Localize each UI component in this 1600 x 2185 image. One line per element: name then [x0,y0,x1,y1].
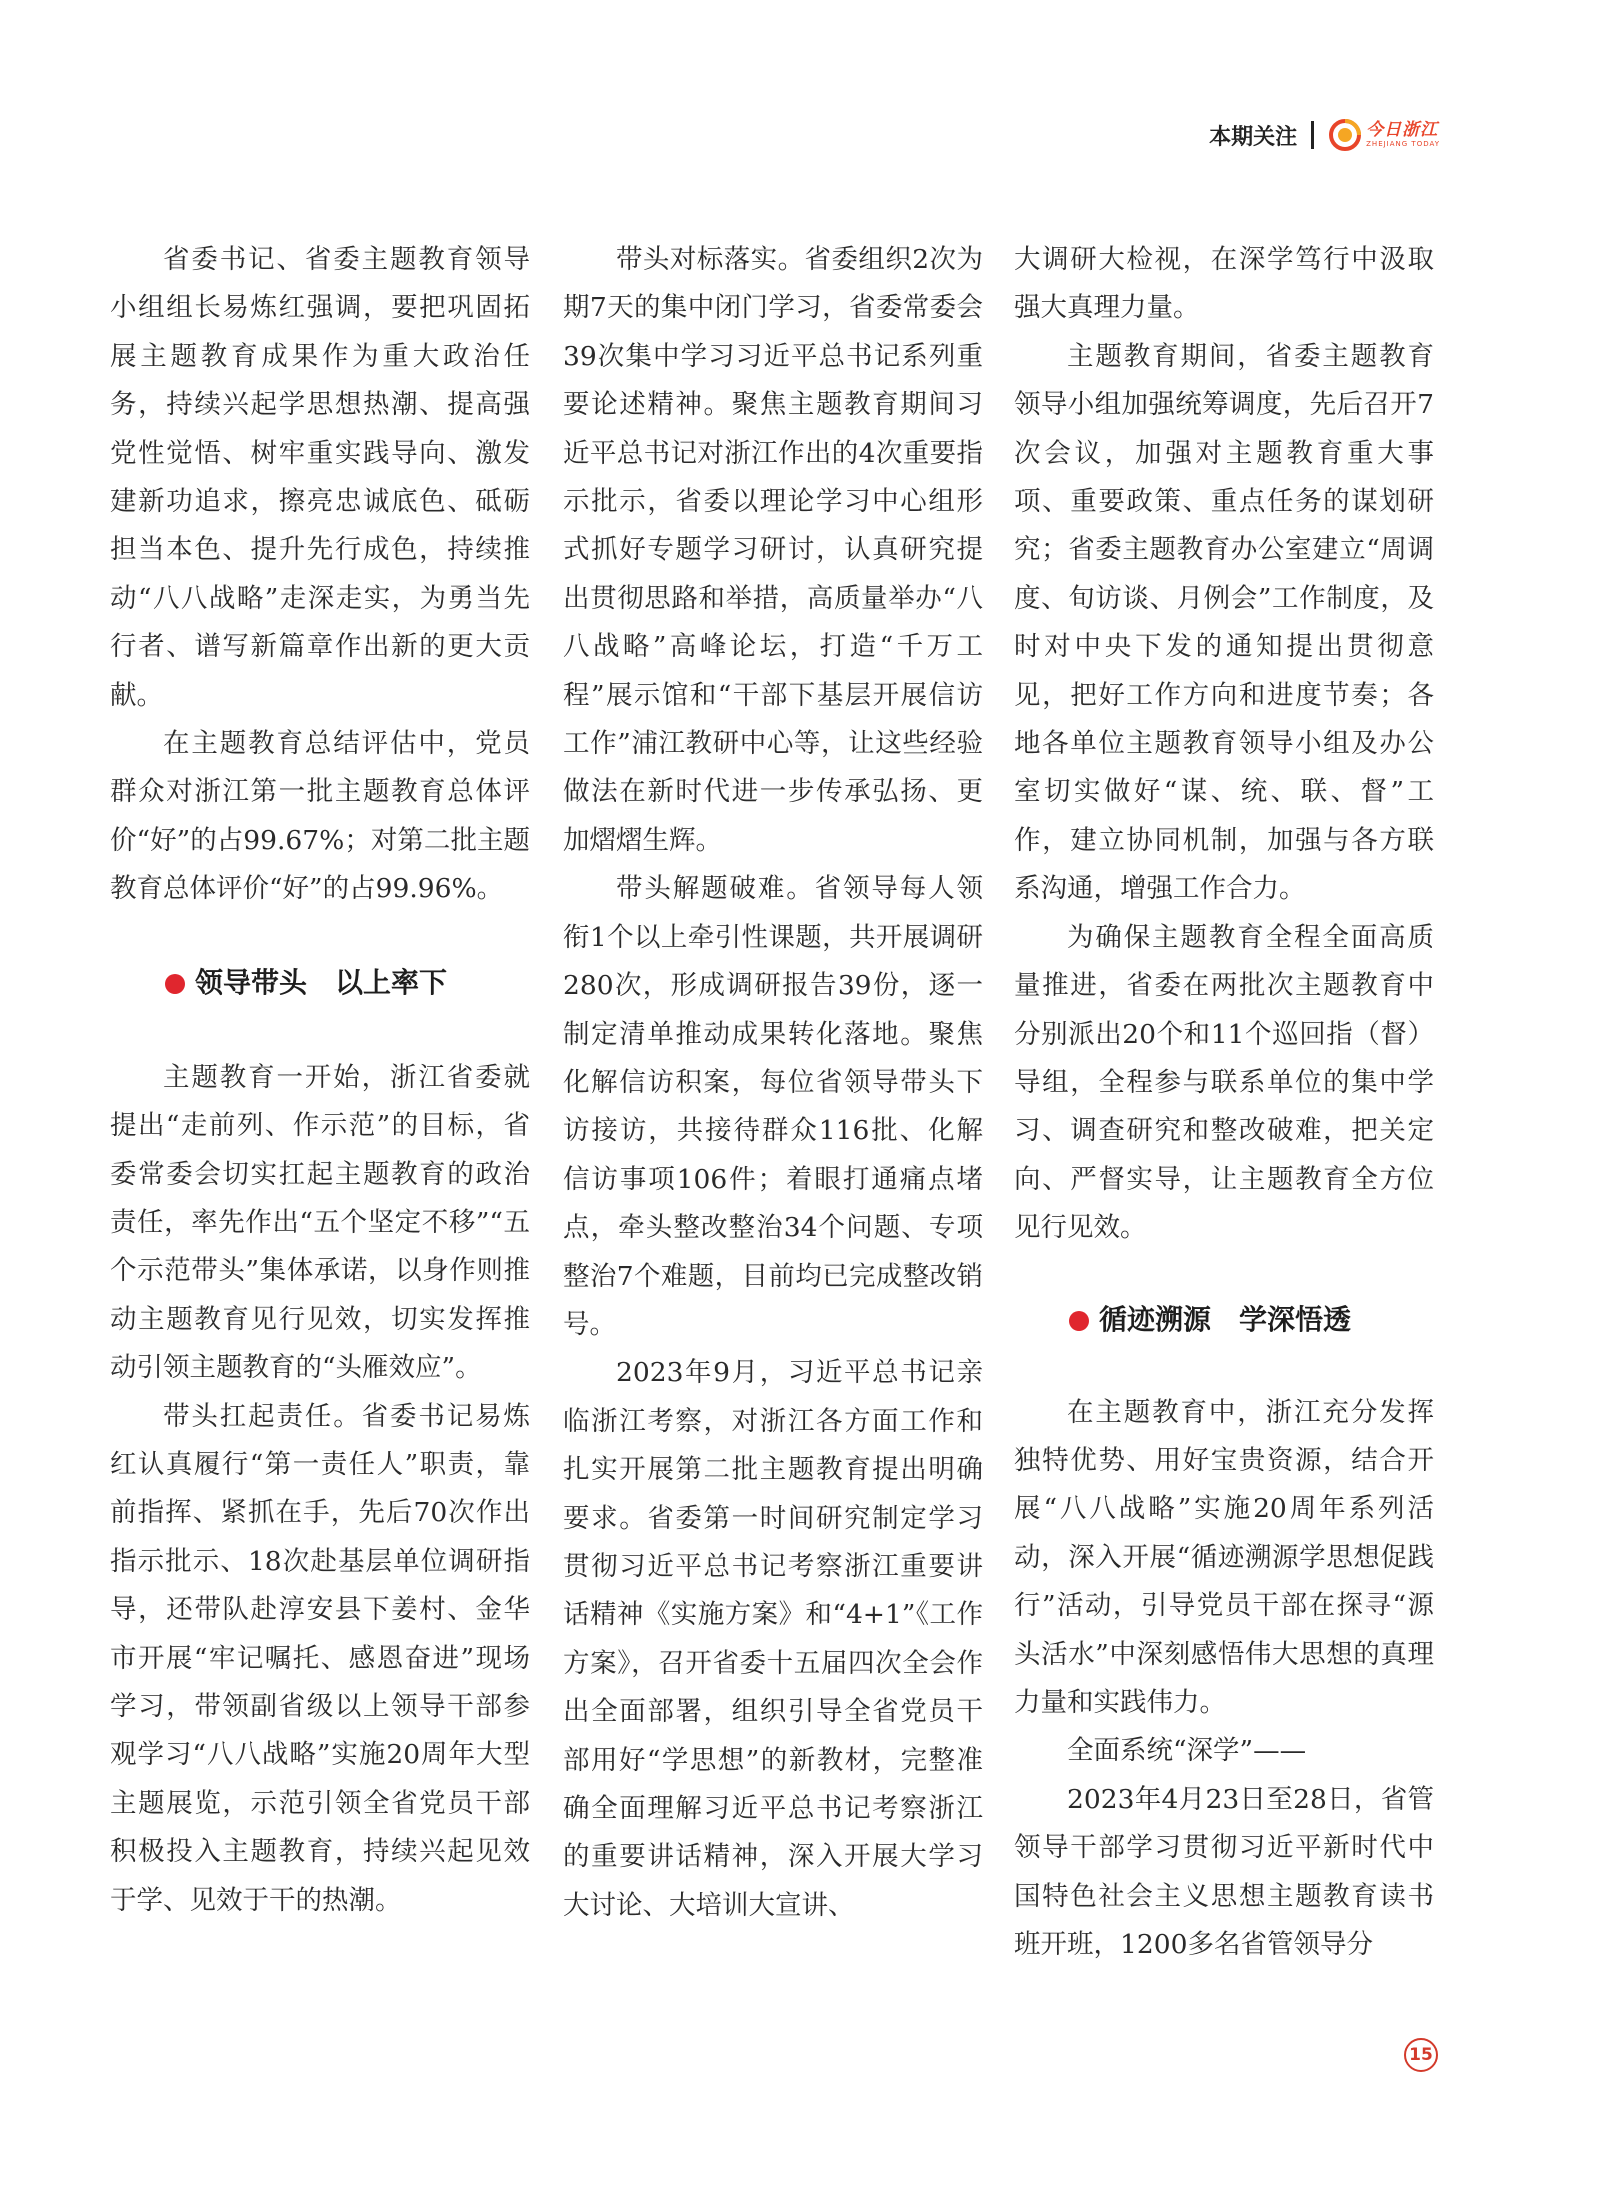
text-column-2 [563,236,983,1930]
page-number: 15 [1404,2038,1438,2072]
paragraph: 主题教育一开始，浙江省委就提出“走前列、作示范”的目标，省委常委会切实扛起主题教育的政治责任，率先作出“五个坚定不移”“五个示范带头”集体承诺，以身作则推动主题教育见行见效，切实发挥推动引领主题教育的“头雁效应”。 [110,1061,530,1384]
paragraph: 省委书记、省委主题教育领导小组组长易炼红强调，要把巩固拓展主题教育成果作为重大政治任务，持续兴起学思想热潮、提高强党性觉悟、树牢重实践导向、激发建新功追求，擦亮忠诚底色、砥砺担当本色、提升先行成色，持续推动“八八战略”走深走实，为勇当先行者、谱写新篇章作出新的更大贡献。 [110,244,530,711]
paragraph: 带头扛起责任。省委书记易炼红认真履行“第一责任人”职责，靠前指挥、紧抓在手，先后70次作出指示批示、18次赴基层单位调研指导，还带队赴淳安县下姜村、金华市开展“牢记嘱托、感恩奋进”现场学习，带领副省级以上领导干部参观学习“八八战略”实施20周年大型主题展览，示范引领全省党员干部积极投入主题教育，持续兴起见效于学、见效于干的热潮。 [110,1400,530,1916]
logo-english-text: ZHEJIANG TODAY [1366,140,1440,148]
paragraph: 为确保主题教育全程全面高质量推进，省委在两批次主题教育中分别派出20个和11个巡回指（督）导组，全程参与联系单位的集中学习、调查研究和整改破难，把关定向、严督实导，让主题教育全方位见行见效。 [1014,921,1434,1244]
paragraph: 2023年4月23日至28日，省管领导干部学习贯彻习近平新时代中国特色社会主义思想主题教育读书班开班，1200多名省管领导分 [1014,1783,1434,1960]
logo-chinese-text: 今日浙江 [1366,120,1439,140]
paragraph: 带头解题破难。省领导每人领衔1个以上牵引性课题，共开展调研280次，形成调研报告39份，逐一制定清单推动成果转化落地。聚焦化解信访积案，每位省领导带头下访接访，共接待群众116批、化解信访事项106件；着眼打通痛点堵点，牵头整改整治34个问题、专项整治7个难题，目前均已完成整改销号。 [563,873,983,1340]
red-bullet-icon [165,974,185,994]
page-header [1209,118,1440,152]
text-column-1 [110,236,530,1925]
header-divider [1311,121,1314,149]
section-heading-text: 循迹溯源 学深悟透 [1099,1303,1352,1337]
paragraph: 带头对标落实。省委组织2次为期7天的集中闭门学习，省委常委会39次集中学习习近平总书记系列重要论述精神。聚焦主题教育期间习近平总书记对浙江作出的4次重要指示批示，省委以理论学习中心组形式抓好专题学习研讨，认真研究提出贯彻思路和举措，高质量举办“八八战略”高峰论坛，打造“千万工程”展示馆和“干部下基层开展信访工作”浦江教研中心等，让这些经验做法在新时代进一步传承弘扬、更加熠熠生辉。 [563,244,983,856]
text-column-3 [1014,236,1434,1969]
section-title: 本期关注 [1209,124,1298,150]
paragraph: 在主题教育总结评估中，党员群众对浙江第一批主题教育总体评价“好”的占99.67%；对第二批主题教育总体评价“好”的占99.96%。 [110,728,530,905]
section-heading-text: 领导带头 以上率下 [195,966,448,1000]
paragraph: 主题教育期间，省委主题教育领导小组加强统筹调度，先后召开7次会议，加强对主题教育重大事项、重要政策、重点任务的谋划研究；省委主题教育办公室建立“周调度、旬访谈、月例会”工作制度，及时对中央下发的通知提出贯彻意见，把好工作方向和进度节奏；各地各单位主题教育领导小组及办公室切实做好“谋、统、联、督”工作，建立协同机制，加强与各方联系沟通，增强工作合力。 [1014,340,1434,905]
logo-swirl-icon [1328,118,1362,152]
section-heading-leadership [110,960,530,1008]
paragraph-continued: 大调研大检视，在深学笃行中汲取强大真理力量。 [1014,244,1434,324]
paragraph: 在主题教育中，浙江充分发挥独特优势、用好宝贵资源，结合开展“八八战略”实施20周年系列活动，深入开展“循迹溯源学思想促践行”活动，引导党员干部在探寻“源头活水”中深刻感悟伟大思想的真理力量和实践伟力。 [1014,1396,1434,1718]
paragraph: 2023年9月，习近平总书记亲临浙江考察，对浙江各方面工作和扎实开展第二批主题教育提出明确要求。省委第一时间研究制定学习贯彻习近平总书记考察浙江重要讲话精神《实施方案》和“4+1”《工作方案》，召开省委十五届四次全会作出全面部署，组织引导全省党员干部用好“学思想”的新教材，完整准确全面理解习近平总书记考察浙江的重要讲话精神，深入开展大学习大讨论、大培训大宣讲、 [563,1357,983,1921]
red-bullet-icon [1069,1311,1089,1331]
section-heading-trace-source [1014,1297,1434,1345]
paragraph: 全面系统“深学”—— [1067,1735,1307,1767]
magazine-logo [1328,118,1440,152]
